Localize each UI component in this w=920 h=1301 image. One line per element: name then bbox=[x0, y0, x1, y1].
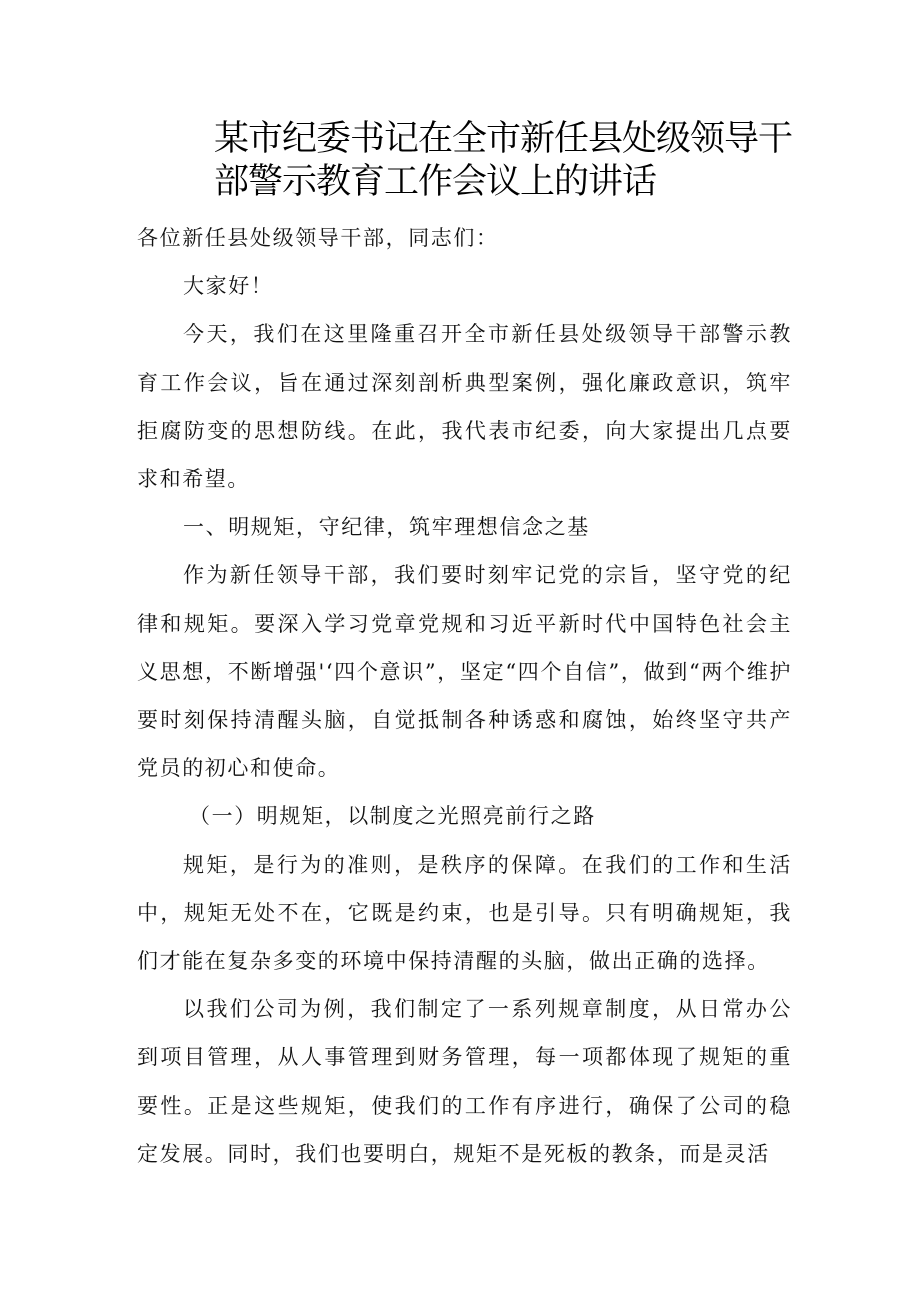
salutation: 各位新任县处级领导干部，同志们： bbox=[137, 226, 499, 250]
paragraph-section-1: 作为新任领导干部，我们要时刻牢记党的宗旨，坚守党的纪律和规矩。要深入学习党章党规和习近平新时代中国特色社会主义思想，不断增强'‘四个意识”，坚定“四个自信”，做到“两个维护要时刻保持清醒头脑，自觉抵制各种诱惑和腐蚀，始终坚守共产党员的初心和使命。 bbox=[137, 563, 792, 781]
subsection-heading-1: （一）明规矩，以制度之光照亮前行之路 bbox=[189, 804, 596, 829]
section-heading-1: 一、明规矩，守纪律，筑牢理想信念之基 bbox=[183, 515, 590, 540]
document-body bbox=[137, 214, 792, 1178]
paragraph-company-example: 以我们公司为例，我们制定了一系列规章制度，从日常办公到项目管理，从人事管理到财务管理，每一项都体现了规矩的重要性。正是这些规矩，使我们的工作有序进行，确保了公司的稳定发展。同时，我们也要明白，规矩不是死板的教条，而是灵活 bbox=[137, 997, 792, 1166]
paragraph-intro: 今天，我们在这里隆重召开全市新任县处级领导干部警示教育工作会议，旨在通过深刻剖析典型案例，强化廉政意识，筑牢拒腐防变的思想防线。在此，我代表市纪委，向大家提出几点要求和希望。 bbox=[137, 322, 792, 492]
paragraph-rules: 规矩，是行为的准则，是秩序的保障。在我们的工作和生活中，规矩无处不在，它既是约束，也是引导。只有明确规矩，我们才能在复杂多变的环境中保持清醒的头脑，做出正确的选择。 bbox=[137, 852, 792, 974]
greeting: 大家好！ bbox=[183, 274, 274, 299]
document-title: 某市纪委书记在全市新任县处级领导干部警示教育工作会议上的讲话 bbox=[214, 119, 793, 202]
